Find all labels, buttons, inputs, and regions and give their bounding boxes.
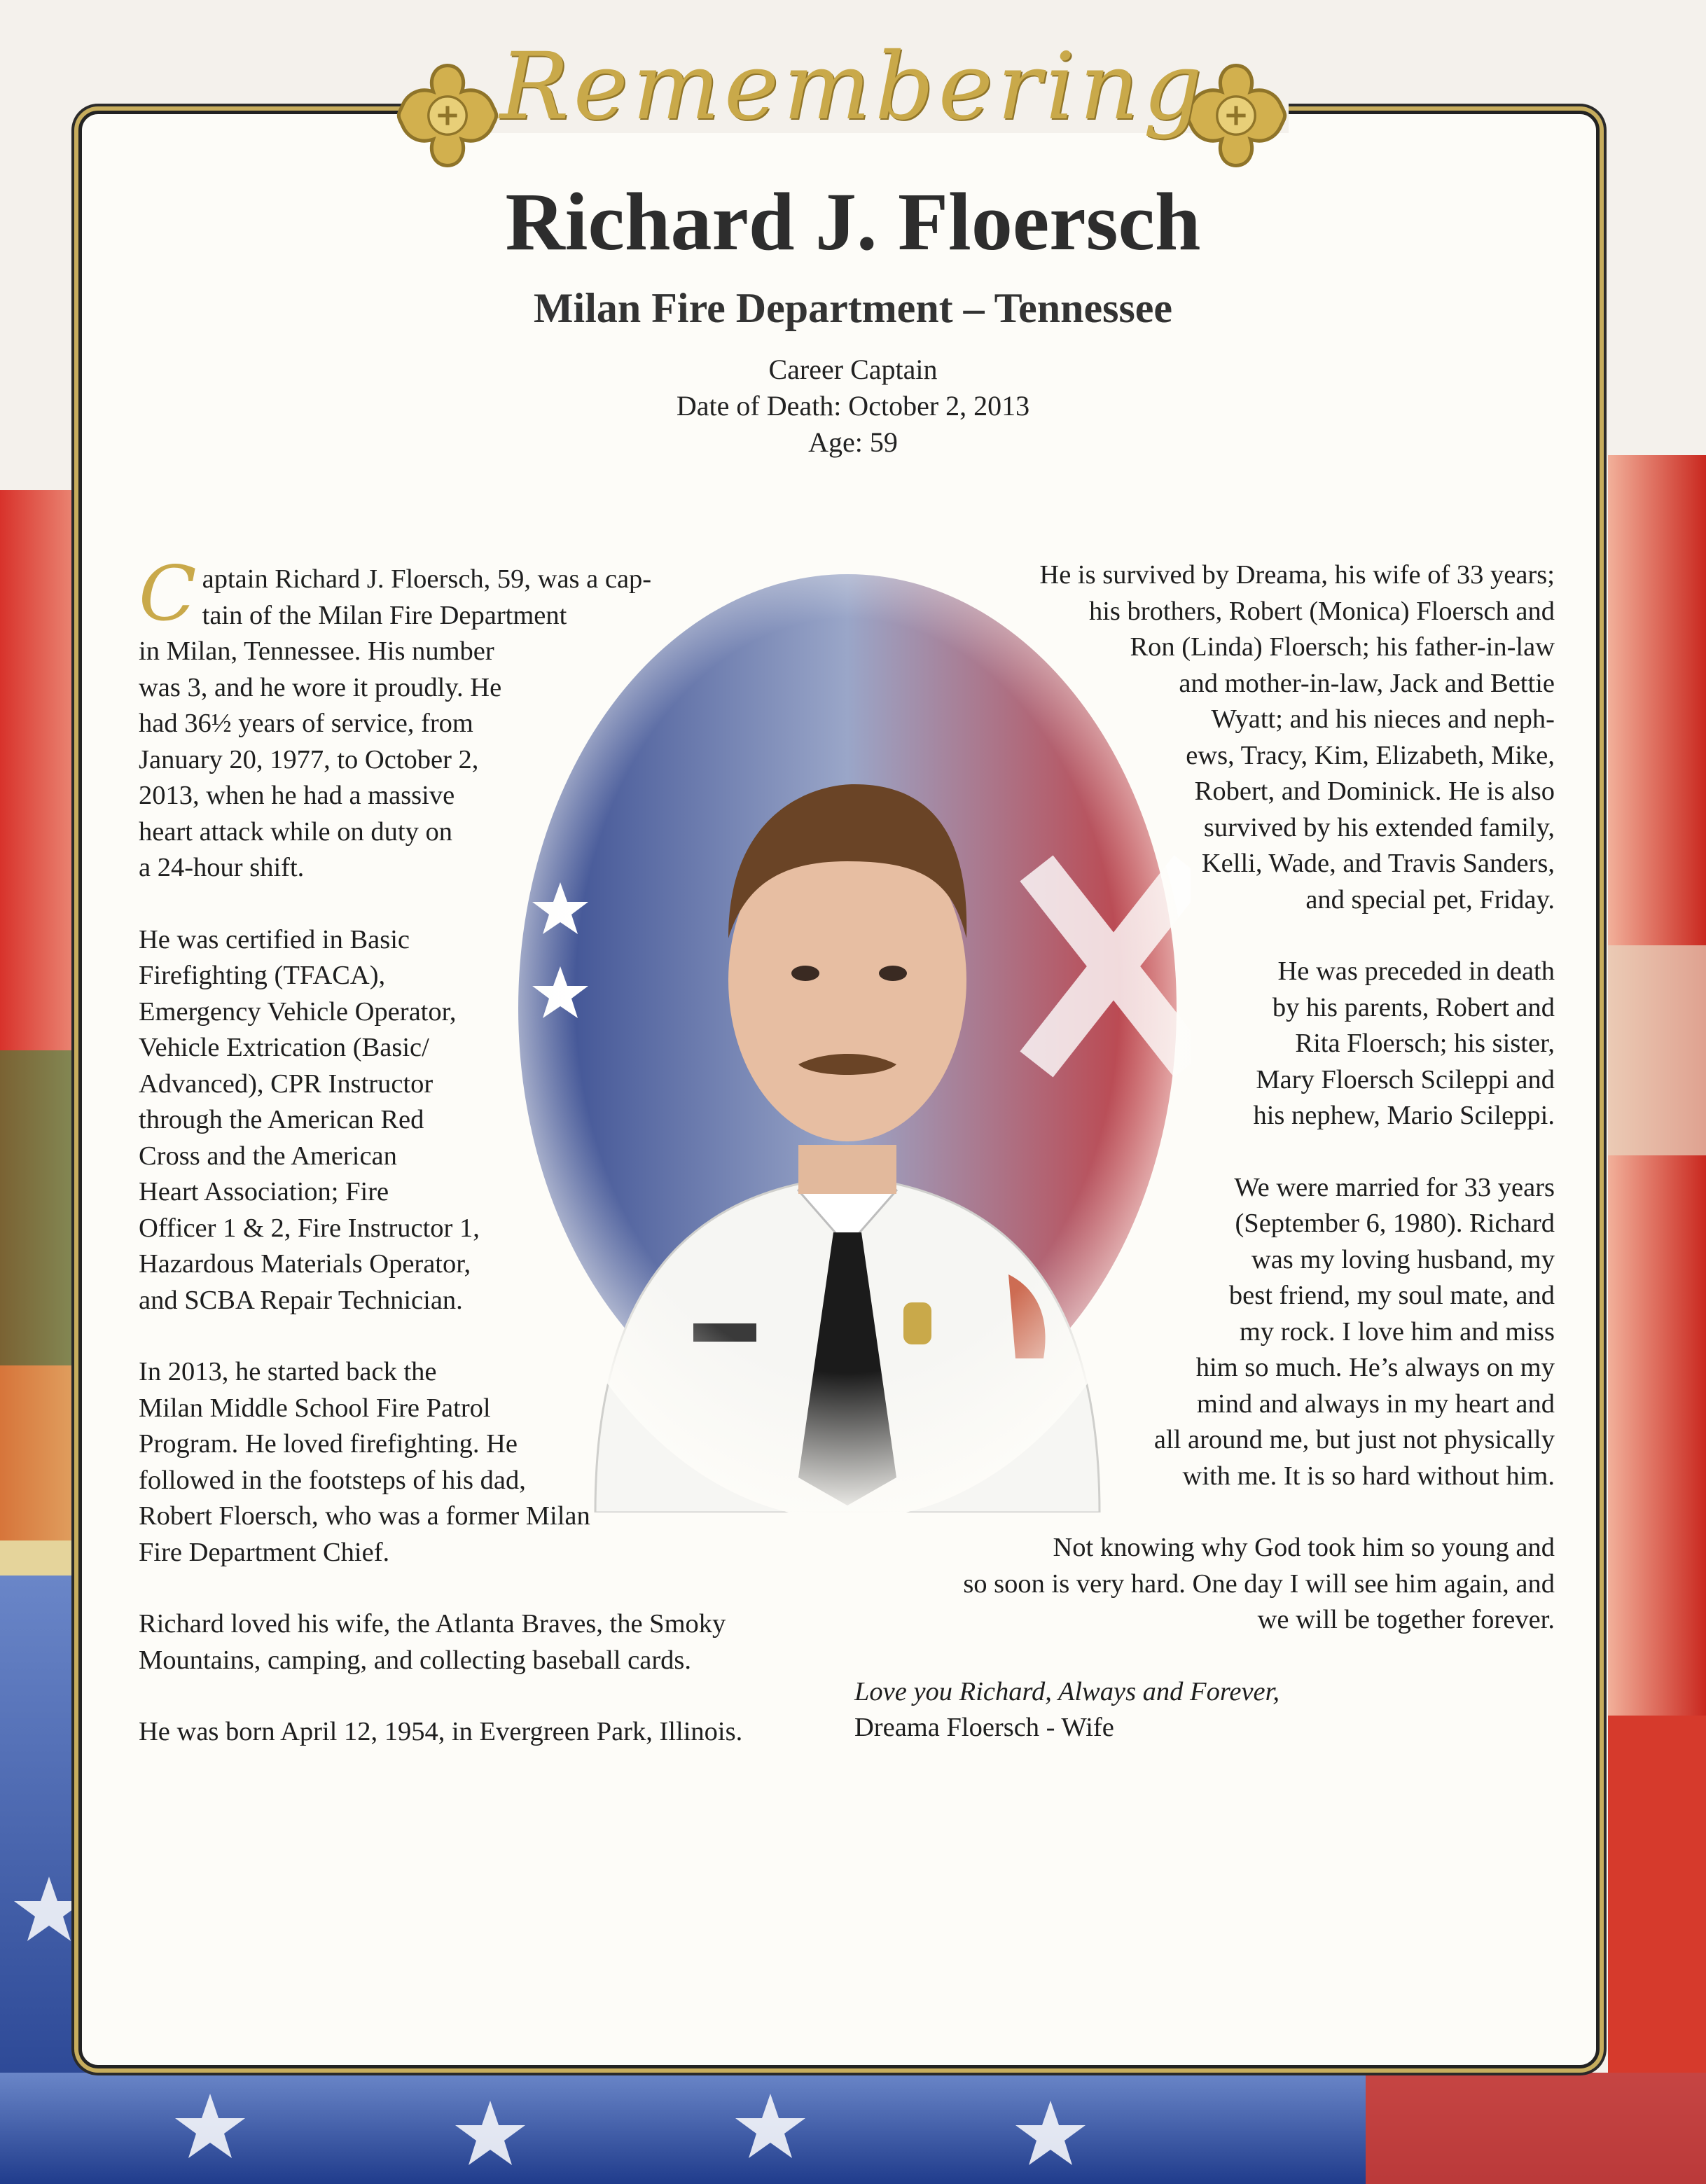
text-line: We were married for 33 years: [1234, 1172, 1555, 1202]
department-title: Milan Fire Department – Tennessee: [533, 285, 1173, 331]
obituary-right-column: [854, 557, 1555, 1782]
text-line: Program. He loved firefighting. He: [139, 1429, 518, 1459]
text-line: his brothers, Robert (Monica) Floersch and: [1088, 596, 1555, 626]
text-line: He is survived by Dreama, his wife of 33 years;: [1039, 560, 1555, 590]
survived-by-paragraph: [854, 557, 1555, 918]
text-line: Robert Floersch, who was a former Milan: [139, 1501, 590, 1531]
signoff-block: [854, 1674, 1555, 1746]
text-line: (September 6, 1980). Richard: [1235, 1209, 1555, 1238]
text-line: Emergency Vehicle Operator,: [139, 996, 457, 1027]
text-line: so soon is very hard. One day I will see him again, and: [963, 1569, 1555, 1599]
text-line: aptain Richard J. Floersch, 59, was a cap-: [202, 564, 652, 594]
text-line: we will be together forever.: [1257, 1605, 1555, 1634]
text-line: Kelli, Wade, and Travis Sanders,: [1201, 849, 1555, 878]
text-line: ews, Tracy, Kim, Elizabeth, Mike,: [1186, 740, 1555, 770]
text-line: Vehicle Extrication (Basic/: [139, 1033, 429, 1062]
text-line: my rock. I love him and miss: [1239, 1316, 1555, 1347]
text-line: He was born April 12, 1954, in Evergreen Park, Illinois.: [139, 1717, 743, 1746]
text-line: in Milan, Tennessee. His number: [139, 637, 494, 666]
married-paragraph: [854, 1170, 1555, 1495]
fire-patrol-paragraph: [139, 1354, 839, 1571]
text-line: Heart Association; Fire: [139, 1177, 389, 1206]
obituary-left-column: [139, 550, 839, 1786]
text-line: his nephew, Mario Scileppi.: [1253, 1101, 1555, 1130]
date-of-death: Date of Death: October 2, 2013: [676, 390, 1030, 422]
text-line: by his parents, Robert and: [1272, 992, 1555, 1022]
text-line: Firefighting (TFACA),: [139, 961, 386, 990]
text-line: with me. It is so hard without him.: [1182, 1461, 1555, 1491]
drop-cap-letter: C: [139, 550, 197, 638]
text-line: Fire Department Chief.: [139, 1537, 390, 1567]
text-line: Cross and the American: [139, 1141, 397, 1171]
text-line: and mother-in-law, Jack and Bettie: [1179, 668, 1555, 698]
text-line: him so much. He’s always on my: [1195, 1353, 1555, 1382]
text-line: He was preceded in death: [1277, 957, 1555, 986]
text-line: Advanced), CPR Instructor: [139, 1069, 434, 1099]
text-line: Ron (Linda) Floersch; his father-in-law: [1130, 632, 1555, 662]
text-line: through the American Red: [139, 1105, 424, 1134]
text-line: Officer 1 & 2, Fire Instructor 1,: [139, 1213, 480, 1243]
text-line: heart attack while on duty on: [139, 816, 452, 847]
text-line: Milan Middle School Fire Patrol: [139, 1393, 491, 1423]
certifications-paragraph: [139, 922, 839, 1319]
text-line: He was certified in Basic: [139, 924, 410, 954]
signoff-line: Love you Richard, Always and Forever,: [854, 1676, 1280, 1706]
interests-paragraph: [139, 1606, 839, 1678]
text-line: January 20, 1977, to October 2,: [139, 744, 479, 774]
text-line: a 24-hour shift.: [139, 853, 305, 882]
preceded-paragraph: [854, 954, 1555, 1134]
text-line: Richard loved his wife, the Atlanta Braves, the Smoky: [139, 1609, 726, 1639]
service-paragraph: [139, 550, 839, 886]
text-line: all around me, but just not physically: [1153, 1425, 1555, 1454]
honoree-name: Richard J. Floersch: [505, 176, 1201, 267]
text-line: and SCBA Repair Technician.: [139, 1285, 463, 1315]
text-line: and special pet, Friday.: [1305, 884, 1555, 914]
text-line: was 3, and he wore it proudly. He: [139, 672, 502, 702]
text-line: was my loving husband, my: [1251, 1244, 1555, 1274]
text-line: Wyatt; and his nieces and neph-: [1211, 704, 1555, 734]
text-line: Mary Floersch Scileppi and: [1256, 1064, 1555, 1094]
text-line: Hazardous Materials Operator,: [139, 1249, 471, 1279]
text-line: tain of the Milan Fire Department: [202, 600, 567, 630]
remembering-script-title: Remembering: [499, 33, 1207, 141]
birth-paragraph: [139, 1714, 839, 1751]
text-line: had 36½ years of service, from: [139, 709, 473, 738]
text-line: Robert, and Dominick. He is also: [1194, 777, 1555, 806]
text-line: followed in the footsteps of his dad,: [139, 1465, 526, 1495]
text-line: best friend, my soul mate, and: [1228, 1281, 1555, 1310]
text-line: Not knowing why God took him so young and: [1053, 1533, 1555, 1562]
text-line: mind and always in my heart and: [1196, 1389, 1555, 1419]
text-line: In 2013, he started back the: [139, 1357, 437, 1386]
text-line: Mountains, camping, and collecting baseball cards.: [139, 1645, 692, 1675]
rank: Career Captain: [768, 354, 938, 385]
age: Age: 59: [808, 426, 898, 458]
signature-line: Dreama Floersch - Wife: [854, 1713, 1114, 1742]
text-line: 2013, when he had a massive: [139, 781, 455, 810]
text-line: Rita Floersch; his sister,: [1295, 1029, 1555, 1058]
forever-paragraph: [854, 1530, 1555, 1639]
text-line: survived by his extended family,: [1203, 812, 1555, 842]
